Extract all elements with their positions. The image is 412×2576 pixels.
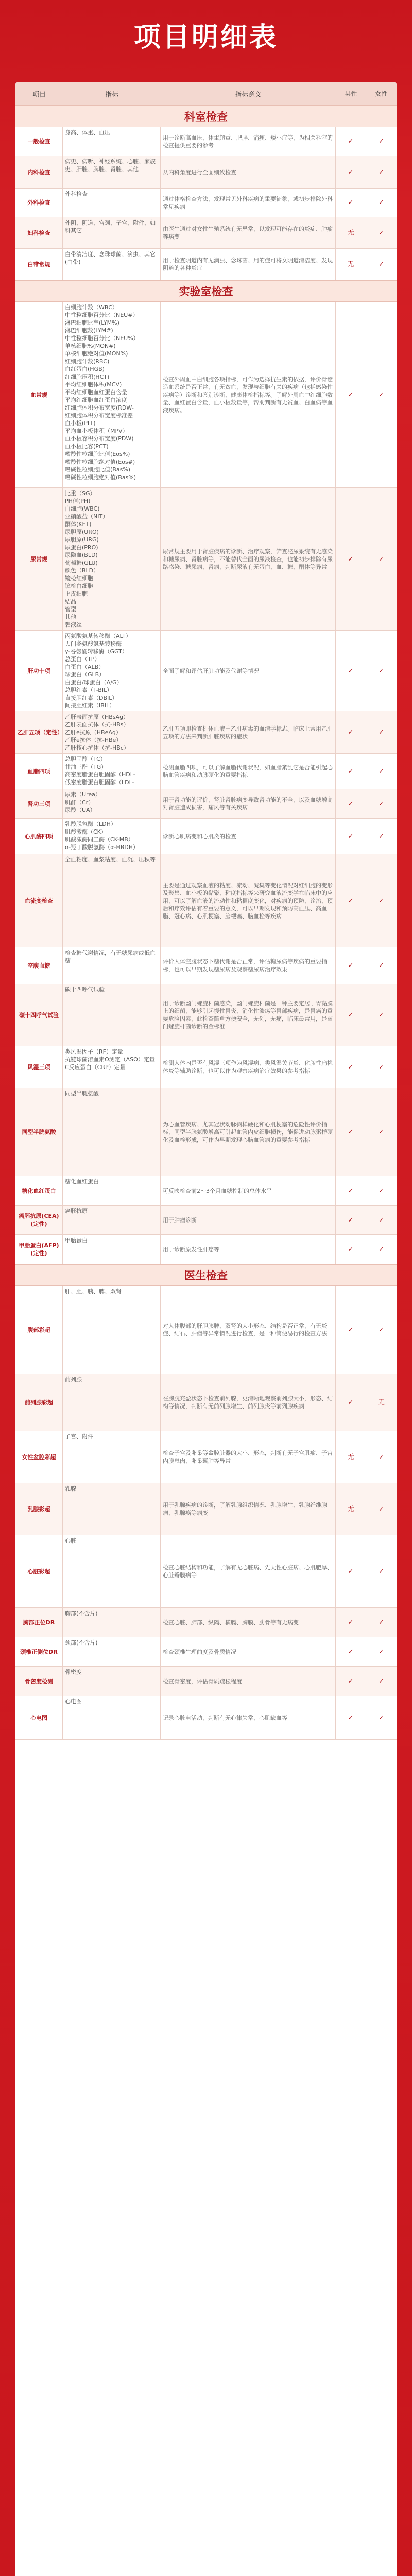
- indicator: 比重（SG）: [65, 490, 96, 497]
- indicator: 子宫、附件: [65, 1433, 93, 1440]
- item-name: 肾功三项: [15, 789, 63, 818]
- indicator: 颈部(不含片): [65, 1639, 98, 1646]
- female-applicable: 无: [377, 1398, 385, 1406]
- detail-table: [15, 82, 397, 2576]
- title-banner: [0, 0, 412, 70]
- male-applicable: ✓: [336, 1176, 366, 1205]
- indicator-list: [63, 789, 161, 818]
- female-applicable: ✓: [379, 1505, 384, 1513]
- table-row: [15, 984, 397, 1046]
- indicator: 甘油三酯（TG）: [65, 764, 107, 770]
- table-row: [15, 1667, 397, 1696]
- item-name: 血脂四项: [15, 754, 63, 789]
- indicator: 其他: [65, 614, 76, 620]
- male-applicable: ✓: [336, 302, 366, 487]
- indicator: 肌酐（Cr）: [65, 799, 94, 806]
- indicator: 平均红细胞体积(MCV): [65, 381, 122, 388]
- header-female: 女性: [375, 90, 388, 97]
- indicator: 糖化血红蛋白: [65, 1178, 99, 1185]
- male-applicable: ✓: [336, 1608, 366, 1637]
- item-name: 乳腺彩超: [15, 1483, 63, 1535]
- indicator-list: [63, 1088, 161, 1176]
- male-applicable: ✓: [336, 1374, 366, 1431]
- female-applicable: ✓: [379, 229, 384, 237]
- meaning-text: 检查骨密度，评估骨质疏松程度: [161, 1667, 336, 1696]
- item-name: 碳十四呼气试验: [15, 984, 63, 1046]
- table-row: [15, 1088, 397, 1176]
- item-name: 血常规: [15, 302, 63, 487]
- female-applicable: ✓: [379, 767, 384, 775]
- indicator-list: [63, 819, 161, 854]
- indicator: 红细胞体积分布宽度标准差: [65, 412, 133, 419]
- indicator: 嗜酸性粒细胞比值(Eos%): [65, 451, 130, 457]
- female-applicable: ✓: [379, 1326, 384, 1334]
- male-applicable: 无: [336, 1483, 366, 1535]
- male-applicable: ✓: [336, 1696, 366, 1739]
- indicator: 抗链球菌溶血素O测定（ASO）定量: [65, 1056, 155, 1063]
- header-meaning: 指标意义: [234, 91, 262, 99]
- item-name: 前列腺彩超: [15, 1374, 63, 1431]
- indicator: 低密度脂蛋白胆固醇（LDL-: [65, 779, 134, 786]
- male-applicable: ✓: [336, 1046, 366, 1088]
- indicator: 全血粘度、血浆粘度、血沉、压积等: [65, 856, 156, 863]
- indicator-list: [63, 1483, 161, 1535]
- indicator: 镜检白细胞: [65, 583, 93, 589]
- indicator: 平均红细胞血红蛋白浓度: [65, 397, 127, 403]
- indicator-list: [63, 1206, 161, 1234]
- indicator: 镜检红细胞: [65, 575, 93, 582]
- indicator: γ-谷氨酰转移酶（GGT）: [65, 648, 128, 655]
- female-applicable: ✓: [379, 199, 384, 207]
- table-row: [15, 1374, 397, 1431]
- indicator: 颜色（BLD）: [65, 567, 99, 574]
- indicator: 白蛋白（ALB）: [65, 664, 105, 670]
- female-applicable: ✓: [379, 728, 384, 736]
- table-row: [15, 711, 397, 754]
- meaning-text: 用于乳腺疾病的诊断，了解乳腺组织情况、乳腺增生、乳腺纤维腺瘤、乳腺癌等病变: [161, 1483, 336, 1535]
- item-name: 甲胎蛋白(AFP)(定性): [15, 1235, 63, 1264]
- indicator: 中性粒细胞百分比（NEU%）: [65, 335, 139, 342]
- indicator: PH值(PH): [65, 498, 91, 504]
- indicator: 红细胞计数(RBC): [65, 358, 110, 365]
- indicator: 结晶: [65, 598, 76, 605]
- meaning-text: 在膀胱充盈状态下检查前列腺，更清晰地观察前列腺大小，形态、结构等情况，判断有无前列腺增生、前列腺炎等前列腺疾病: [161, 1374, 336, 1431]
- indicator-list: [63, 711, 161, 753]
- indicator: 骨密度: [65, 1669, 82, 1675]
- meaning-text: 用于诊断幽门螺旋杆菌感染，幽门螺旋杆菌是一种主要定居于胃黏膜上的细菌，能够引起慢性胃炎、消化性溃疡等胃部疾病，是胃癌的重要危险因素，此检查简单方便安全，无创，无痛，临床最常用，是幽门螺旋杆菌诊断的金标准: [161, 984, 336, 1046]
- indicator: 红细胞压积(HCT): [65, 374, 110, 380]
- table-row: [15, 1046, 397, 1088]
- section-heading: 科室检查: [15, 106, 397, 127]
- male-applicable: ✓: [336, 189, 366, 217]
- table-row: [15, 189, 397, 217]
- meaning-text: 对人体腹部的肝胆胰脾、双肾的大小形态、结构是否正常，有无炎症、结石、肿瘤等异常情况进行检查，是一种简便易行的检查方法: [161, 1286, 336, 1374]
- table-row: [15, 156, 397, 189]
- indicator-list: [63, 189, 161, 217]
- indicator: 淋巴细胞数(LYM#): [65, 327, 113, 334]
- item-name: 尿常规: [15, 488, 63, 630]
- item-name: 心脏彩超: [15, 1535, 63, 1607]
- item-name: 肝功十项: [15, 631, 63, 711]
- indicator: 检查糖代谢情况，有无糖尿病或低血糖: [65, 950, 156, 964]
- table-row: [15, 1431, 397, 1483]
- indicator: 尿胆原(URG): [65, 536, 99, 543]
- indicator: 尿隐血(BLD): [65, 552, 98, 558]
- male-applicable: ✓: [336, 488, 366, 630]
- meaning-text: 从内科角度进行全面细致检查: [161, 156, 336, 188]
- item-name: 胸部正位DR: [15, 1608, 63, 1637]
- indicator-list: [63, 1696, 161, 1739]
- female-applicable: ✓: [379, 1714, 384, 1722]
- indicator: 单核细胞%(MON#): [65, 343, 116, 349]
- male-applicable: ✓: [336, 1637, 366, 1666]
- male-applicable: ✓: [336, 156, 366, 188]
- indicator: 间接胆红素（IBIL）: [65, 702, 115, 709]
- item-name: 女性盆腔彩超: [15, 1431, 63, 1483]
- meaning-text: 检查心脏结构和功能，了解有无心脏病、先天性心脏病、心肌肥厚、心脏瓣膜病等: [161, 1535, 336, 1607]
- female-applicable: ✓: [379, 1128, 384, 1136]
- indicator: 乙肝e抗原（HBeAg）: [65, 729, 122, 736]
- indicator: 肝、胆、胰、脾、双肾: [65, 1288, 122, 1295]
- indicator: 心电图: [65, 1698, 82, 1705]
- table-body: [15, 106, 397, 1740]
- indicator-list: [63, 1608, 161, 1637]
- female-applicable: ✓: [379, 168, 384, 176]
- meaning-text: 用于检查阴道内有无滴虫、念珠菌、用的症可将女阴道清洁度、发现阴道的各种炎症: [161, 249, 336, 280]
- item-name: 骨密度检测: [15, 1667, 63, 1696]
- female-applicable: ✓: [379, 1216, 384, 1224]
- table-row: [15, 631, 397, 711]
- meaning-text: 检查心脏、肺部、纵隔、横膈、胸膜、肋骨等有无病变: [161, 1608, 336, 1637]
- table-row: [15, 754, 397, 789]
- female-applicable: ✓: [379, 1567, 384, 1575]
- table-row: [15, 302, 397, 488]
- indicator-list: [63, 1374, 161, 1431]
- indicator: 胸部(不含片): [65, 1610, 98, 1617]
- item-name: 糖化血红蛋白: [15, 1176, 63, 1205]
- indicator: 心脏: [65, 1537, 76, 1544]
- meaning-text: 用于肾功能的评价，肾脏肾脏病变导致肾功能的不全，以及血糖增高对肾脏造成损害，痛风等有关疾病: [161, 789, 336, 818]
- meaning-text: 记录心脏电活动，判断有无心律失常、心肌缺血等: [161, 1696, 336, 1739]
- table-row: [15, 1483, 397, 1535]
- indicator: 丙氨酸氨基转移酶（ALT）: [65, 633, 131, 639]
- indicator: 血红蛋白(HGB): [65, 366, 105, 372]
- male-applicable: ✓: [336, 947, 366, 984]
- meaning-text: 检查子宫及卵巢等盆腔脏器的大小、形态，判断有无子宫肌瘤、子宫内膜息肉、卵巢囊肿等异常: [161, 1431, 336, 1483]
- item-name: 心电图: [15, 1696, 63, 1739]
- female-applicable: ✓: [379, 1618, 384, 1626]
- indicator: 上皮细胞: [65, 590, 88, 597]
- indicator: 白带清洁度、念珠球菌、滴虫、其它(白带): [65, 251, 156, 265]
- indicator: 乳酸脱氢酶（LDH）: [65, 821, 116, 827]
- table-row: [15, 1206, 397, 1235]
- item-name: 血流变检查: [15, 854, 63, 947]
- indicator: 同型半胱氨酸: [65, 1090, 99, 1097]
- table-row: [15, 1535, 397, 1608]
- male-applicable: ✓: [336, 754, 366, 789]
- meaning-text: 用于诊断原发性肝癌等: [161, 1235, 336, 1264]
- section-heading: 实验室检查: [15, 280, 397, 302]
- indicator: 管型: [65, 606, 76, 613]
- indicator: 尿胆原(URO): [65, 529, 99, 535]
- female-applicable: ✓: [379, 555, 384, 563]
- indicator: 总胆红素（T-BIL）: [65, 687, 113, 693]
- indicator: 平均血小板体积（MPV）: [65, 428, 128, 434]
- section-heading: 医生检查: [15, 1264, 397, 1286]
- indicator: 尿素（Urea）: [65, 791, 101, 798]
- indicator: 白细胞计数（WBC）: [65, 304, 118, 311]
- indicator: 淋巴细胞比率(LYM%): [65, 319, 119, 326]
- indicator: 中性粒细胞百分比（NEU#）: [65, 312, 139, 318]
- male-applicable: 无: [336, 217, 366, 248]
- male-applicable: ✓: [336, 854, 366, 947]
- indicator-list: [63, 127, 161, 156]
- indicator: 总胆固醇（TC）: [65, 756, 106, 762]
- indicator-list: [63, 302, 161, 487]
- indicator-list: [63, 488, 161, 630]
- indicator-list: [63, 156, 161, 188]
- female-applicable: ✓: [379, 961, 384, 970]
- indicator: 血小板容积分布宽度(PDW): [65, 435, 134, 442]
- meaning-text: 检测人体内是否有风湿三项作为风湿病、类风湿关节炎、化脓性扁桃体炎等辅助诊断，也可以作为观察疾病治疗效果的参考指标: [161, 1046, 336, 1088]
- indicator: 癌胚抗原: [65, 1208, 88, 1214]
- item-name: 风湿三项: [15, 1046, 63, 1088]
- indicator: 甲胎蛋白: [65, 1237, 88, 1244]
- item-name: 心肌酶四项: [15, 819, 63, 854]
- item-name: 白带常规: [15, 249, 63, 280]
- indicator: 乙肝核心抗体（抗-HBc）: [65, 744, 129, 751]
- indicator: 平均红细胞血红蛋白含量: [65, 389, 127, 396]
- female-applicable: ✓: [379, 1245, 384, 1253]
- indicator: 病史、病听、神经系统、心脏、家族史、肝脏、脾脏、肾脏、其他: [65, 158, 156, 173]
- meaning-text: 可反映检查前2～3个月血糖控制的总体水平: [161, 1176, 336, 1205]
- table-row: [15, 1286, 397, 1374]
- indicator: 前列腺: [65, 1376, 82, 1383]
- item-name: 一般检查: [15, 127, 63, 156]
- female-applicable: ✓: [379, 1187, 384, 1195]
- item-name: 妇科检查: [15, 217, 63, 248]
- meaning-text: 检查颈椎生理曲度及骨质情况: [161, 1637, 336, 1666]
- indicator: 红细胞体积分布宽度(RDW-: [65, 404, 134, 411]
- indicator: 白蛋白/球蛋白（A/G）: [65, 679, 123, 686]
- male-applicable: 无: [336, 249, 366, 280]
- male-applicable: ✓: [336, 1088, 366, 1176]
- indicator-list: [63, 1637, 161, 1666]
- indicator-list: [63, 947, 161, 984]
- indicator-list: [63, 1535, 161, 1607]
- table-row: [15, 1235, 397, 1264]
- indicator: 外科检查: [65, 191, 88, 197]
- female-applicable: ✓: [379, 832, 384, 840]
- indicator-list: [63, 1046, 161, 1088]
- female-applicable: ✓: [379, 1648, 384, 1656]
- indicator-list: [63, 984, 161, 1046]
- indicator-list: [63, 754, 161, 789]
- indicator: α-羟丁酸脱氢酶（α-HBDH）: [65, 844, 139, 851]
- female-applicable: ✓: [379, 1453, 384, 1461]
- indicator: 乳腺: [65, 1485, 76, 1492]
- indicator-list: [63, 631, 161, 711]
- table-row: [15, 819, 397, 854]
- item-name: 内科检查: [15, 156, 63, 188]
- male-applicable: ✓: [336, 711, 366, 753]
- indicator: 总蛋白（TP）: [65, 656, 100, 663]
- female-applicable: ✓: [379, 1677, 384, 1685]
- table-row: [15, 217, 397, 249]
- item-name: 乙肝五项（定性）: [15, 711, 63, 753]
- indicator: 酮体(KET): [65, 521, 92, 528]
- indicator: 直接胆红素（DBIL）: [65, 694, 118, 701]
- indicator: 葡萄糖(GLU): [65, 560, 98, 566]
- item-name: 空腹血糖: [15, 947, 63, 984]
- indicator: 乙肝表面抗原（HBsAg）: [65, 714, 129, 720]
- indicator-list: [63, 1286, 161, 1374]
- header-indicator: 指标: [105, 91, 118, 99]
- indicator: 高密度脂蛋白胆固醇（HDL-: [65, 771, 135, 778]
- indicator: 类风湿因子（RF）定量: [65, 1048, 123, 1055]
- indicator: 球蛋白（GLB）: [65, 671, 105, 678]
- table-row: [15, 789, 397, 819]
- indicator-list: [63, 1176, 161, 1205]
- table-row: [15, 1608, 397, 1637]
- indicator: 尿蛋白(PRO): [65, 544, 98, 551]
- indicator: 身高、体重、血压: [65, 129, 110, 136]
- meaning-text: 通过体格检查方法，发现常见外科疾病的重要征象，或初步排除外科常见疾病: [161, 189, 336, 217]
- indicator: 乙肝e抗体（抗-HBe）: [65, 737, 122, 743]
- table-row: [15, 1696, 397, 1740]
- male-applicable: ✓: [336, 1535, 366, 1607]
- female-applicable: ✓: [379, 667, 384, 675]
- indicator: 血小板(PLT): [65, 420, 96, 427]
- meaning-text: 乙肝五项即检查机体血液中乙肝病毒的血清学标志。临床上常用乙肝五项的方法来判断肝脏疾病的症状: [161, 711, 336, 753]
- female-applicable: ✓: [379, 896, 384, 905]
- table-row: [15, 1176, 397, 1206]
- meaning-text: 检测血脂四项，可以了解血脂代谢状况，如血脂紊乱它是否能引起心脑血管疾病和动脉硬化的重要指标: [161, 754, 336, 789]
- indicator: 天门冬氨酸氨基转移酶: [65, 640, 122, 647]
- indicator: 嗜碱性粒细胞绝对值(Bas%): [65, 474, 136, 481]
- item-name: 颈椎正侧位DR: [15, 1637, 63, 1666]
- indicator: 碳十四呼气试验: [65, 986, 105, 993]
- indicator-list: [63, 249, 161, 280]
- indicator: 外阴、阴道、宫颈、子宫、附件、妇科其它: [65, 219, 156, 234]
- male-applicable: 无: [336, 1431, 366, 1483]
- female-applicable: ✓: [379, 800, 384, 808]
- item-name: 腹部彩超: [15, 1286, 63, 1374]
- table-row: [15, 947, 397, 984]
- female-applicable: ✓: [379, 391, 384, 399]
- indicator: 单核细胞绝对值(MON%): [65, 350, 128, 357]
- male-applicable: ✓: [336, 1235, 366, 1264]
- indicator: 血小板比容(PCT): [65, 443, 109, 450]
- male-applicable: ✓: [336, 1667, 366, 1696]
- indicator: 黏液丝: [65, 621, 82, 628]
- female-applicable: ✓: [379, 260, 384, 268]
- meaning-text: 主要是通过观察血液的粘度、流动、凝集等变化情况对红细胞的变形及聚集、血小板的黏聚、粘度指标等来研究血液流变学在临床中的应用，可以了解血液的流动性和粘稠度变化，对疾病的预防、诊治、预后和疗效评估有着重要的意义，可以早期发现和预防高血压、高血脂、冠心病、心肌梗塞、脑梗塞、脑血栓等疾病: [161, 854, 336, 947]
- meaning-text: 评价人体空腹状态下糖代谢是否正常，评估糖尿病等疾病的重要指标，也可以早期发现糖尿病及观察糖尿病治疗效果: [161, 947, 336, 984]
- indicator: C反应蛋白（CRP）定量: [65, 1064, 126, 1071]
- table-header: [15, 82, 397, 106]
- indicator: 尿酸（UA）: [65, 807, 96, 814]
- indicator-list: [63, 1431, 161, 1483]
- indicator: 白细胞(WBC): [65, 505, 100, 512]
- item-name: 癌胚抗原(CEA)(定性): [15, 1206, 63, 1234]
- female-applicable: ✓: [379, 138, 384, 145]
- meaning-text: 检查外周血中白细胞各项指标，可作为选择抗生素的依据，评价骨髓造血系统是否正常，有无贫血，发现与细胞有关的疾病（包括感染性疾病等）诊断和鉴别诊断、健康体检指标等。了解外周血中红细胞数量、血红蛋白含量，血小板数量等，帮助判断有无贫血、白血病等血液疾病。: [161, 302, 336, 487]
- male-applicable: ✓: [336, 789, 366, 818]
- male-applicable: ✓: [336, 984, 366, 1046]
- indicator: 嗜酸性粒细胞绝对值(Eos#): [65, 459, 135, 465]
- indicator: 嗜碱性粒细胞比值(Bas%): [65, 466, 131, 473]
- meaning-text: 为心血管疾病、尤其冠状动脉粥样硬化和心肌梗塞的危险性评价指标，同型半胱氨酸增高可引起血管内皮细胞损伤，能促进动脉粥样硬化及血栓形成，可作为早期发现心脑血管病的重要参考指标: [161, 1088, 336, 1176]
- table-row: [15, 127, 397, 156]
- male-applicable: ✓: [336, 819, 366, 854]
- indicator-list: [63, 217, 161, 248]
- male-applicable: ✓: [336, 631, 366, 711]
- male-applicable: ✓: [336, 1286, 366, 1374]
- item-name: 外科检查: [15, 189, 63, 217]
- male-applicable: ✓: [336, 127, 366, 156]
- item-name: 同型半胱氨酸: [15, 1088, 63, 1176]
- meaning-text: 由医生通过对女性生殖系统有无异常，以发现可能存在的炎症、肿瘤等病变: [161, 217, 336, 248]
- female-applicable: ✓: [379, 1063, 384, 1071]
- page-title: 项目明细表: [133, 22, 278, 53]
- male-applicable: ✓: [336, 1206, 366, 1234]
- indicator: 乙肝表面抗体（抗-HBs）: [65, 721, 129, 728]
- header-male: 男性: [345, 90, 357, 97]
- header-item: 项目: [32, 91, 46, 99]
- meaning-text: 用于诊断高血压、体重超重、肥胖、消瘦、矮小症等，为相关科室的检查提供重要的参考: [161, 127, 336, 156]
- meaning-text: 诊断心肌病变和心肌炎的检查: [161, 819, 336, 854]
- indicator: 肌酸激酶同工酶（CK-MB）: [65, 836, 134, 843]
- indicator-list: [63, 1667, 161, 1696]
- table-row: [15, 854, 397, 947]
- meaning-text: 尿常规主要用于肾脏疾病的诊断、治疗观察，筛查泌尿系统有无感染和糖尿病、肾脏病等，不能替代全面的尿液检查，也能初步排除有尿路感染、糖尿病、肾病，判断尿液有无蛋白、血、糖、酮体等异常: [161, 488, 336, 630]
- indicator-list: [63, 1235, 161, 1264]
- table-row: [15, 488, 397, 631]
- indicator-list: [63, 854, 161, 947]
- table-row: [15, 1637, 397, 1667]
- indicator: 亚硝酸盐（NIT）: [65, 513, 109, 520]
- meaning-text: 全面了解和评估肝脏功能及代谢等情况: [161, 631, 336, 711]
- indicator: 肌酸激酶（CK）: [65, 828, 107, 835]
- female-applicable: ✓: [379, 1011, 384, 1019]
- table-row: [15, 249, 397, 280]
- meaning-text: 用于肿瘤诊断: [161, 1206, 336, 1234]
